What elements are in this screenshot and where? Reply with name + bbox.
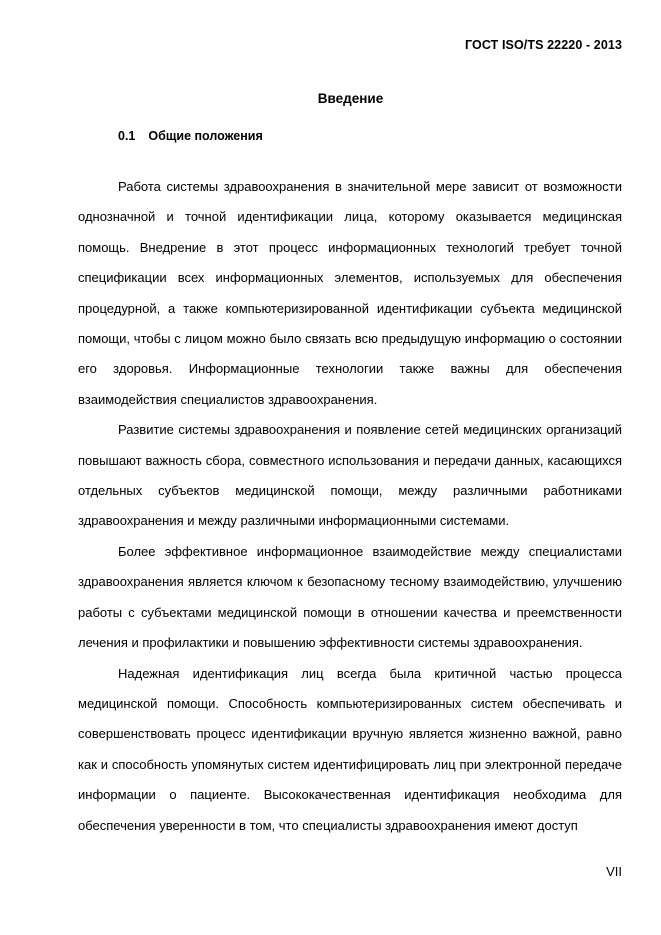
paragraph: Работа системы здравоохранения в значительной мере зависит от возможности однозначной и точной идентификации лица, которому оказывается медицинская помощь. Внедрение в этот процесс информационных технологий требует точной спецификации всех информационных элементов, используемых для обеспечения процедурной, а также компьютеризированной идентификации субъекта медицинской помощи, чтобы с лицом можно было связать всю предыдущую информацию о состоянии его здоровья. Информационные технологии также важны для обеспечения взаимодействия специалистов здравоохранения.: [78, 179, 622, 407]
paragraph: Развитие системы здравоохранения и появление сетей медицинских организаций повышают важность сбора, совместного использования и передачи данных, касающихся отдельных субъектов медицинской помощи, между различными работниками здравоохранения и между различными информационными системами.: [78, 422, 622, 529]
section-number: 0.1: [118, 129, 136, 143]
paragraph: Надежная идентификация лиц всегда была критичной частью процесса медицинской помощи. Способность компьютеризированных систем обеспечивать и совершенствовать процесс идентификации вручную является жизненно важной, равно как и способность упомянутых систем идентифицировать лиц при электронной передаче информации о пациенте. Высококачественная идентификация необходима для обеспечения уверенности в том, что специалисты здравоохранения имеют доступ: [78, 665, 622, 833]
body-text: [78, 172, 622, 841]
paragraph: Более эффективное информационное взаимодействие между специалистами здравоохранения является ключом к безопасному тесному взаимодействию, улучшению работы с субъектами медицинской помощи в отношении качества и преемственности лечения и профилактики и повышению эффективности системы здравоохранения.: [78, 543, 622, 651]
document-header: [465, 38, 622, 52]
section-heading: [118, 129, 263, 143]
page-number: VII: [606, 864, 622, 879]
section-title: Общие положения: [148, 129, 263, 143]
standard-id: ГОСТ ISO/TS 22220 - 2013: [465, 38, 622, 52]
page-title: Введение: [317, 91, 384, 106]
